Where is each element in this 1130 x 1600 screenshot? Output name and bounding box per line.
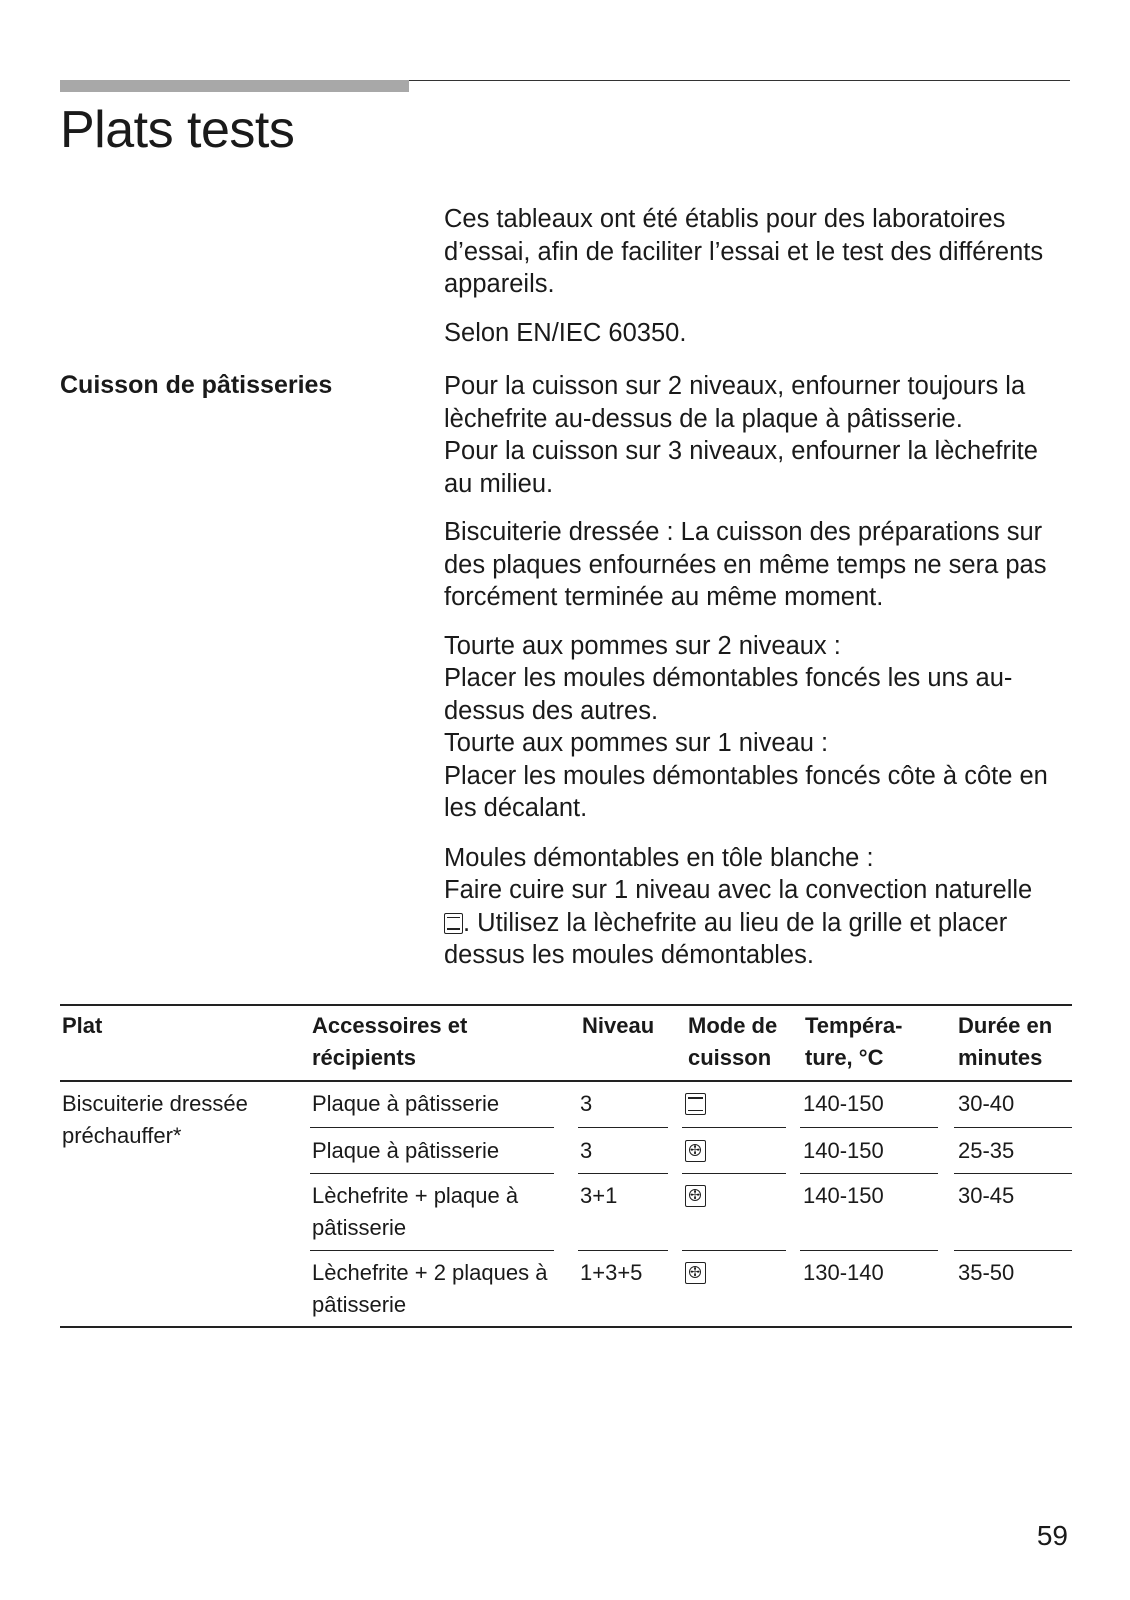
- levels-three-text: Pour la cuisson sur 3 niveaux, enfourner la lèchefrite au milieu.: [444, 437, 1038, 498]
- table-row-3-mode: [685, 1184, 706, 1216]
- header-accent-bar: [60, 80, 409, 92]
- table-header-rule: [60, 1080, 1072, 1082]
- table-row-3-niveau: 3+1: [580, 1183, 618, 1208]
- row-divider: [682, 1250, 786, 1251]
- section-heading: Cuisson de pâtisseries: [60, 371, 333, 399]
- section-paragraph-biscuits: Biscuiterie dressée : La cuisson des préparations sur des plaques enfournées en même temps ne sera pas forcément terminée au même moment.: [444, 518, 1047, 611]
- table-row-2-accessoires: Plaque à pâtisserie: [312, 1138, 500, 1163]
- row-divider: [578, 1250, 668, 1251]
- row-divider: [310, 1250, 554, 1251]
- row-divider: [310, 1173, 554, 1174]
- hot-air-fan-icon: [685, 1185, 706, 1207]
- row-divider: [682, 1173, 786, 1174]
- table-row-4-mode: [685, 1261, 706, 1293]
- header-duree: Durée en minutes: [958, 1013, 1053, 1070]
- page-title: Plats tests: [60, 101, 295, 159]
- intro-text: [444, 203, 1074, 349]
- tourte-two-levels-label: Tourte aux pommes sur 2 niveaux :: [444, 631, 841, 660]
- hot-air-fan-icon: [685, 1140, 706, 1162]
- header-mode: Mode de cuisson: [688, 1013, 778, 1070]
- table-row-1-niveau: 3: [580, 1091, 593, 1116]
- table-row-2-temperature: 140-150: [803, 1138, 884, 1163]
- table-row-4-accessoires: Lèchefrite + 2 plaques à pâtisserie: [312, 1260, 548, 1317]
- moules-text-end: . Utilisez la lèchefrite au lieu de la grille et placer dessus les moules démontables.: [444, 908, 1008, 969]
- moules-label: Moules démontables en tôle blanche :: [444, 843, 874, 872]
- section-paragraph-moules: [444, 842, 1054, 972]
- row-divider: [800, 1250, 938, 1251]
- table-row-1-duree: 30-40: [958, 1091, 1015, 1116]
- tourte-two-levels-text: Placer les moules démontables foncés les uns au-dessus des autres.: [444, 664, 1013, 725]
- header-accessoires: Accessoires et récipients: [312, 1013, 468, 1070]
- row-divider: [954, 1250, 1072, 1251]
- moules-text-start: Faire cuire sur 1 niveau avec la convection naturelle: [444, 876, 1033, 904]
- header-plat: Plat: [62, 1013, 103, 1038]
- section-paragraph-tourte: [444, 630, 1059, 825]
- table-row-1-temperature: 140-150: [803, 1091, 884, 1116]
- page-number: 59: [1036, 1520, 1068, 1551]
- conventional-heat-icon: [685, 1093, 706, 1115]
- cell-plat: Biscuiterie dressée préchauffer*: [62, 1091, 248, 1148]
- table-row-3-duree: 30-45: [958, 1183, 1015, 1208]
- row-divider: [578, 1127, 668, 1128]
- row-divider: [800, 1127, 938, 1128]
- tourte-one-level-label: Tourte aux pommes sur 1 niveau :: [444, 729, 829, 757]
- table-bottom-rule: [60, 1326, 1072, 1328]
- table-row-4-duree: 35-50: [958, 1260, 1015, 1285]
- table-row-1-accessoires: Plaque à pâtisserie: [312, 1091, 500, 1116]
- intro-paragraph: Ces tableaux ont été établis pour des laboratoires d’essai, afin de faciliter l’essai et le test des différents appareils.: [444, 205, 1044, 298]
- levels-two-text: Pour la cuisson sur 2 niveaux, enfourner toujours la lèchefrite au-dessus de la plaque à pâtisserie.: [444, 372, 1026, 433]
- conventional-heat-icon: [444, 913, 463, 934]
- table-row-2-niveau: 3: [580, 1138, 593, 1163]
- section-paragraph-levels: [444, 370, 1044, 500]
- header-niveau: Niveau: [582, 1013, 655, 1038]
- tourte-one-level-text: Placer les moules démontables foncés côte à côte en les décalant.: [444, 761, 1048, 822]
- header-temperature: Tempéra-ture, °C: [805, 1013, 903, 1070]
- table-row-2-duree: 25-35: [958, 1138, 1015, 1163]
- row-divider: [954, 1173, 1072, 1174]
- table-row-4-niveau: 1+3+5: [580, 1260, 643, 1285]
- row-divider: [954, 1127, 1072, 1128]
- section-text: [444, 370, 1074, 972]
- row-divider: [578, 1173, 668, 1174]
- header-rule: [409, 80, 1070, 81]
- table-row-2-mode: [685, 1139, 706, 1171]
- intro-standard: Selon EN/IEC 60350.: [444, 318, 687, 347]
- table-row-1-mode: [685, 1092, 706, 1124]
- table-row-3-accessoires: Lèchefrite + plaque à pâtisserie: [312, 1183, 519, 1240]
- table-row-4-temperature: 130-140: [803, 1260, 884, 1285]
- row-divider: [682, 1127, 786, 1128]
- table-row-3-temperature: 140-150: [803, 1183, 884, 1208]
- row-divider: [800, 1173, 938, 1174]
- table-top-rule: [60, 1004, 1072, 1006]
- row-divider: [310, 1127, 554, 1128]
- hot-air-fan-icon: [685, 1262, 706, 1284]
